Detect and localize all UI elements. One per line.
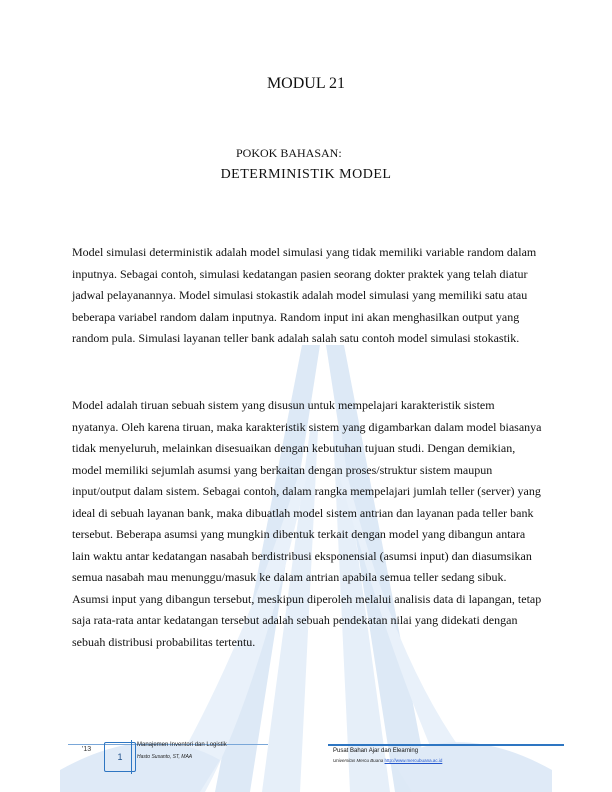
module-title-text: MODUL 21 [266, 75, 346, 92]
footer-divider [131, 740, 132, 774]
topic-label: POKOK BAHASAN: [236, 146, 342, 160]
page-footer [0, 738, 612, 778]
footer-university-name: Universitas Mercu Buana [333, 758, 384, 763]
topic-subject: DETERMINISTIK MODEL [220, 167, 392, 182]
footer-page-code: '13 [82, 746, 92, 753]
footer-center: Pusat Bahan Ajar dan Elearning [333, 748, 419, 754]
footer-author: Hasto Susanto, ST, MAA [137, 754, 193, 760]
footer-course: Manajemen Inventori dan Logistik [137, 742, 227, 748]
footer-university [333, 758, 442, 763]
module-title [0, 75, 612, 93]
footer-rule-right [328, 744, 564, 746]
paragraph-1: Model simulasi deterministik adalah model simulasi yang tidak memiliki variable random dalam inputnya. Sebagai contoh, simulasi kedatangan pasien seorang dokter praktek yang telah diatur jadwal pelayanannya. Model simulasi stokastik adalah model simulasi yang memiliki satu atau beberapa variabel random dalam inputnya. Random input ini akan menghasilkan output yang random pula. Simulasi layanan teller bank adalah salah satu contoh model simulasi stokastik. [72, 245, 537, 345]
footer-page-number: 1 [104, 742, 136, 772]
paragraph-2: Model adalah tiruan sebuah sistem yang disusun untuk mempelajari karakteristik sistem nyatanya. Oleh karena tiruan, maka karakteristik sistem yang digambarkan dalam model biasanya tidak menyeluruh, melainkan disesuaikan dengan kebutuhan tujuan studi. Dengan demikian, model memiliki sejumlah asumsi yang berkaitan dengan proses/struktur sistem maupun input/output dalam sistem. Sebagai contoh, dalam rangka mempelajari jumlah teller (server) yang ideal di sebuah layanan bank, maka dibuatlah model sistem antrian dan layanan pada teller bank tersebut. Beberapa asumsi yang mungkin dibentuk terkait dengan model yang dibangun antara lain waktu antar kedatangan nasabah berdistribusi eksponensial (asumsi input) dan diasumsikan semua nasabah mau menunggu/masuk ke dalam antrian apabila semua teller sedang sibuk. Asumsi input yang dibangun tersebut, meskipun diperoleh melalui analisis data di lapangan, tetap saja rata-rata antar kedatangan tersebut adalah sebuah pendekatan nilai yang didekati dengan sebuah distribusi probabilitas tertentu. [72, 398, 542, 649]
footer-url-link[interactable]: http://www.mercubuana.ac.id [384, 758, 443, 763]
